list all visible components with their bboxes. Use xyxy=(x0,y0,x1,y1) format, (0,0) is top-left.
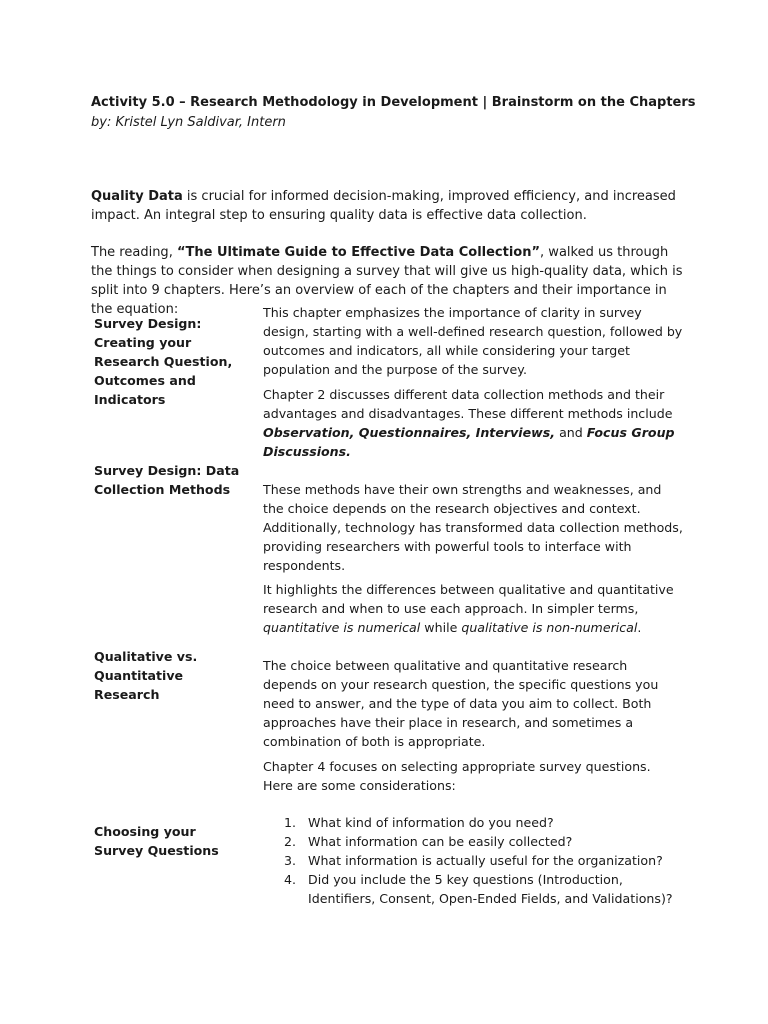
survey-considerations-list xyxy=(284,813,684,908)
chapter-2-description-2 xyxy=(263,480,683,575)
list-item xyxy=(284,851,684,870)
quality-data-term: Quality Data xyxy=(91,189,183,204)
chapter-3-while: while xyxy=(420,620,462,635)
chapter-4-label: Choosing your Survey Questions xyxy=(94,824,219,858)
list-text: Did you include the 5 key questions (Introduction, Identifiers, Consent, Open-Ended Fields, and Validations)? xyxy=(308,872,673,906)
qualitative-emphasis: qualitative is non-numerical xyxy=(461,620,638,635)
chapter-3-paragraph-2: The choice between qualitative and quantitative research depends on your research question, the specific questions you need to answer, and the type of data you aim to collect. Both approaches have their place in research, and sometimes a combination of both is appropriate. xyxy=(263,658,659,749)
list-item xyxy=(284,870,684,908)
chapter-4-description xyxy=(263,757,683,795)
quantitative-emphasis: quantitative is numerical xyxy=(263,620,421,635)
list-item xyxy=(284,832,684,851)
list-text: What information can be easily collected? xyxy=(308,834,573,849)
chapter-1-description xyxy=(263,303,683,379)
focus-group-emphasis: Focus Group Discussions. xyxy=(263,425,675,459)
list-text: What kind of information do you need? xyxy=(308,815,554,830)
list-number: 4. xyxy=(284,872,297,887)
intro-paragraph-1-text: is crucial for informed decision-making, improved efficiency, and increased impact. An integral step to ensuring quality data is effective data collection. xyxy=(91,189,676,223)
methods-list-emphasis: Observation, Questionnaires, Interviews, xyxy=(263,425,556,440)
list-number: 2. xyxy=(284,834,297,849)
list-item xyxy=(284,813,684,832)
chapter-1-label: Survey Design: Creating your Research Question, Outcomes and Indicators xyxy=(94,316,233,407)
chapter-1-text: This chapter emphasizes the importance of clarity in survey design, starting with a well-defined research question, followed by outcomes and indicators, all while considering your target population and the purpose of the survey. xyxy=(263,305,683,377)
list-number: 3. xyxy=(284,853,297,868)
chapter-2-paragraph-1 xyxy=(263,385,683,461)
list-text: What information is actually useful for the organization? xyxy=(308,853,663,868)
chapter-3-paragraph-1 xyxy=(263,580,683,637)
chapter-2-label: Survey Design: Data Collection Methods xyxy=(94,463,240,497)
document-title: Activity 5.0 – Research Methodology in Development | Brainstorm on the Chapters xyxy=(91,95,696,110)
chapter-2-p1-text: Chapter 2 discusses different data collection methods and their advantages and disadvantages. These different methods include xyxy=(263,387,673,421)
chapter-3-period: . xyxy=(637,620,642,635)
chapter-3-description xyxy=(263,580,683,637)
chapter-2-and: and xyxy=(555,425,587,440)
intro-paragraph-1 xyxy=(91,187,691,225)
author-byline: by: Kristel Lyn Saldivar, Intern xyxy=(91,115,286,130)
chapter-3-label: Qualitative vs. Quantitative Research xyxy=(94,649,198,702)
chapter-3-description-2 xyxy=(263,656,683,751)
reading-title: “The Ultimate Guide to Effective Data Collection” xyxy=(176,245,541,260)
intro-paragraph-2-text: , walked us through the things to consider when designing a survey that will give us high-quality data, which is split into 9 chapters. Here’s an overview of each of the chapters and their importance in the equation: xyxy=(91,245,683,317)
chapter-2-description xyxy=(263,385,683,461)
chapter-4-intro: Chapter 4 focuses on selecting appropriate survey questions. Here are some considerations: xyxy=(263,759,651,793)
chapter-2-paragraph-2: These methods have their own strengths and weaknesses, and the choice depends on the research objectives and context. Additionally, technology has transformed data collection methods, providing researchers with powerful tools to interface with respondents. xyxy=(263,482,683,573)
chapter-3-p1-text: It highlights the differences between qualitative and quantitative research and when to use each approach. In simpler terms, xyxy=(263,582,674,616)
intro-paragraph-2-lead: The reading, xyxy=(91,245,177,260)
list-number: 1. xyxy=(284,815,297,830)
